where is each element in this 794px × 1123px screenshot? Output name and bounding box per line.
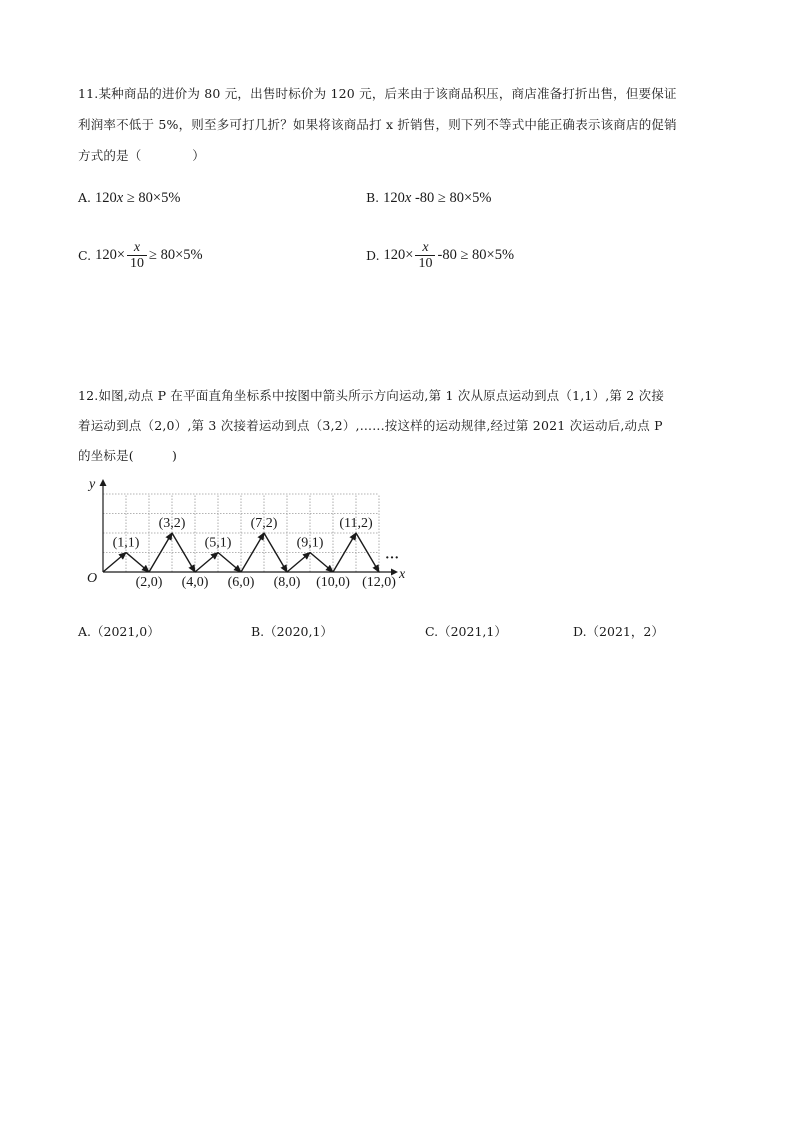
point-label: (3,2) xyxy=(158,516,186,531)
point-label: (6,0) xyxy=(227,575,255,590)
axes xyxy=(87,477,406,586)
point-label: (7,2) xyxy=(250,516,278,531)
y-axis-label: y xyxy=(89,477,96,492)
point-label: (1,1) xyxy=(112,535,140,551)
q12-option-a[interactable]: A.（2021,0） xyxy=(78,624,160,639)
q12-option-c[interactable]: C.（2021,1） xyxy=(425,624,507,639)
motion-segment xyxy=(103,553,126,573)
q11-option-a-expr: 120x ≥ 80×5% xyxy=(95,190,181,206)
motion-segment xyxy=(126,553,149,573)
continuation-ellipsis: … xyxy=(385,547,399,563)
origin-label: O xyxy=(87,571,98,586)
q11-option-c-expr: 120× $\frac{x}{10}$ ≥ 80×5% xyxy=(95,240,203,271)
q11-option-d-expr: 120× $\frac{x}{10}$ -80 ≥ 80×5% xyxy=(383,240,515,271)
q11-text-line-3: 方式的是（ ） xyxy=(78,148,206,163)
q11-option-d[interactable] xyxy=(366,240,514,271)
q12-coordinate-figure xyxy=(80,455,420,590)
x-axis-label: x xyxy=(399,567,406,582)
q12-option-d[interactable]: D.（2021，2） xyxy=(573,624,664,639)
q12-option-b[interactable]: B.（2020,1） xyxy=(251,624,333,639)
point-label: (2,0) xyxy=(135,575,163,590)
point-label: (12,0) xyxy=(362,575,396,590)
q11-text-line-2: 利润率不低于 5%，则至多可打几折？如果将该商品打 x 折销售，则下列不等式中能正确表示该商店的促销 xyxy=(78,117,677,132)
point-label: (10,0) xyxy=(316,575,350,590)
point-label: (8,0) xyxy=(273,575,301,590)
y-axis-arrow xyxy=(100,479,107,486)
q11-option-c-label: C. xyxy=(78,248,92,263)
motion-segment xyxy=(195,553,218,573)
point-label: (4,0) xyxy=(181,575,209,590)
motion-segment xyxy=(287,553,310,573)
q12-text-line-2: 着运动到点（2,0）,第 3 次接着运动到点（3,2）,......按这样的运动规律,经过第 2021 次运动后,动点 P xyxy=(78,418,663,433)
q12-text-line-1: 12.如图,动点 P 在平面直角坐标系中按图中箭头所示方向运动,第 1 次从原点运动到点（1,1）,第 2 次接 xyxy=(78,388,665,403)
point-label: (5,1) xyxy=(204,535,232,551)
q12-figure xyxy=(80,455,420,594)
motion-segment xyxy=(310,553,333,573)
q11-option-b-label: B. xyxy=(366,190,380,205)
grid xyxy=(103,494,379,572)
q11-option-d-label: D. xyxy=(366,248,380,263)
point-label: (11,2) xyxy=(339,516,373,531)
q11-option-b-expr: 120x -80 ≥ 80×5% xyxy=(383,190,492,206)
q11-option-a[interactable] xyxy=(78,190,180,207)
q11-option-c[interactable] xyxy=(78,240,203,271)
point-label: (9,1) xyxy=(296,535,324,551)
q11-option-b[interactable] xyxy=(366,190,492,207)
q11-text-line-1: 11.某种商品的进价为 80 元，出售时标价为 120 元，后来由于该商品积压，商店准备打折出售，但要保证 xyxy=(78,86,677,101)
q12-text-line-3: 的坐标是( ) xyxy=(78,448,178,463)
motion-segment xyxy=(218,553,241,573)
q11-option-a-label: A. xyxy=(78,190,92,205)
